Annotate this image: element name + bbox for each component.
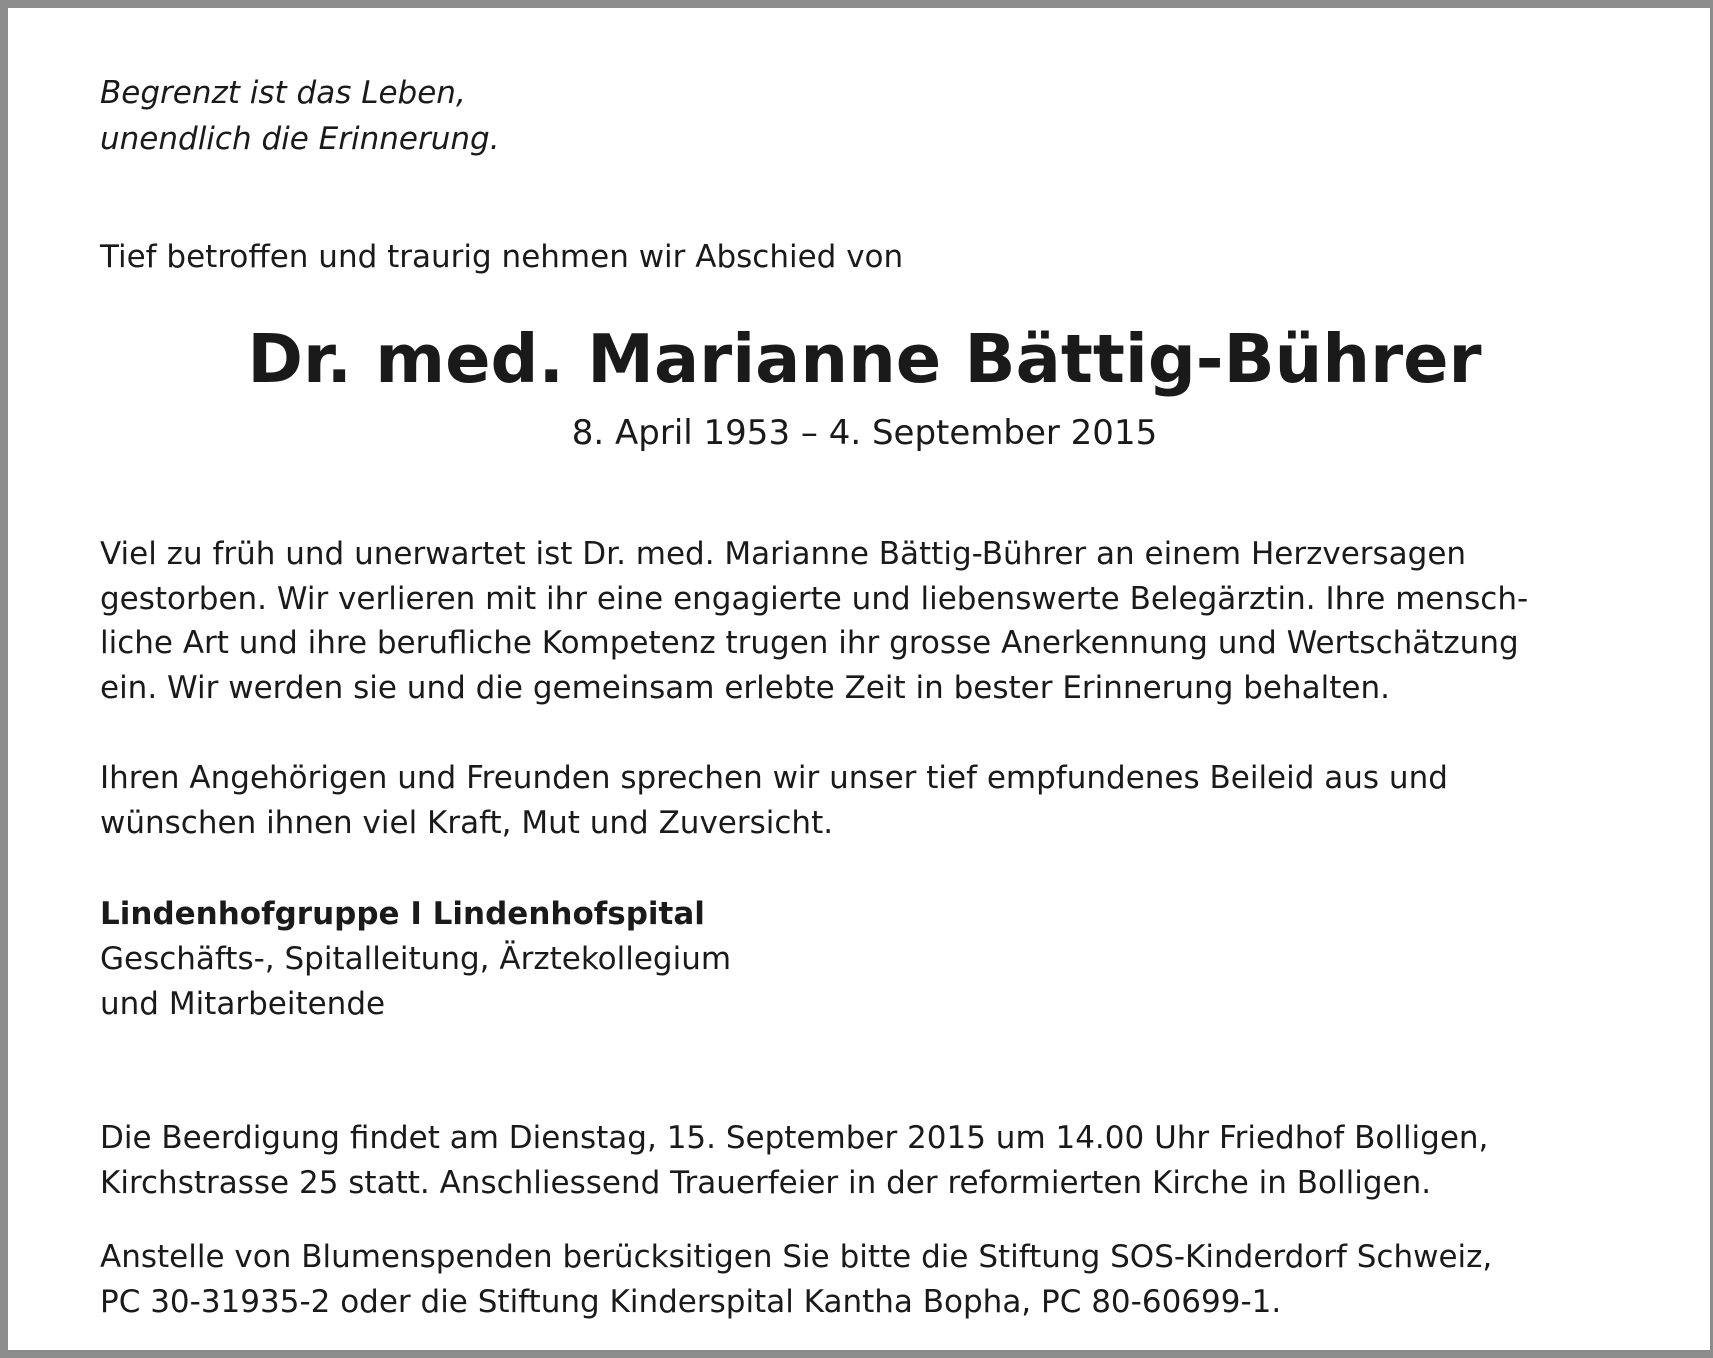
condolence-line: wünschen ihnen viel Kraft, Mut und Zuversicht.: [100, 804, 834, 841]
motto-line-1: Begrenzt ist das Leben,: [100, 75, 466, 111]
funeral-line: Die Beerdigung findet am Dienstag, 15. September 2015 um 14.00 Uhr Friedhof Bolligen,: [100, 1120, 1489, 1156]
tribute-line: gestorben. Wir verlieren mit ihr eine engagierte und liebenswerte Belegärztin. Ihre mensch-: [100, 580, 1529, 617]
condolence-paragraph: [100, 756, 1448, 845]
donation-notice: [100, 1235, 1492, 1324]
funeral-details: [100, 1116, 1488, 1205]
tribute-line: liche Art und ihre berufliche Kompetenz trugen ihr grosse Anerkennung und Wertschätzung: [100, 625, 1519, 661]
signature-line: und Mitarbeitende: [100, 986, 386, 1022]
donation-line: PC 30-31935-2 oder die Stiftung Kinderspital Kantha Bopha, PC 80-60699-1.: [100, 1283, 1282, 1320]
signature-organization: Lindenhofgruppe I Lindenhofspital: [100, 896, 705, 932]
life-dates: 8. April 1953 – 4. September 2015: [571, 413, 1158, 453]
motto-line-2: unendlich die Erinnerung.: [100, 121, 500, 157]
tribute-line: Viel zu früh und unerwartet ist Dr. med. Marianne Bättig-Bührer an einem Herzversagen: [100, 536, 1467, 572]
donation-line: Anstelle von Blumenspenden berücksitigen Sie bitte die Stiftung SOS-Kinderdorf Schweiz,: [100, 1239, 1493, 1275]
deceased-name: Dr. med. Marianne Bättig-Bührer: [247, 320, 1482, 398]
intro-text: Tief betroffen und traurig nehmen wir Abschied von: [100, 239, 904, 275]
signature-block: [100, 892, 731, 1027]
signature-line: Geschäfts-, Spitalleitung, Ärztekollegium: [100, 941, 732, 977]
funeral-line: Kirchstrasse 25 statt. Anschliessend Trauerfeier in der reformierten Kirche in Bolligen.: [100, 1164, 1432, 1201]
tribute-paragraph: [100, 532, 1528, 710]
condolence-line: Ihren Angehörigen und Freunden sprechen wir unser tief empfundenes Beileid aus und: [100, 760, 1448, 796]
motto: [100, 70, 500, 162]
tribute-line: ein. Wir werden sie und die gemeinsam erlebte Zeit in bester Erinnerung behalten.: [100, 669, 1390, 706]
